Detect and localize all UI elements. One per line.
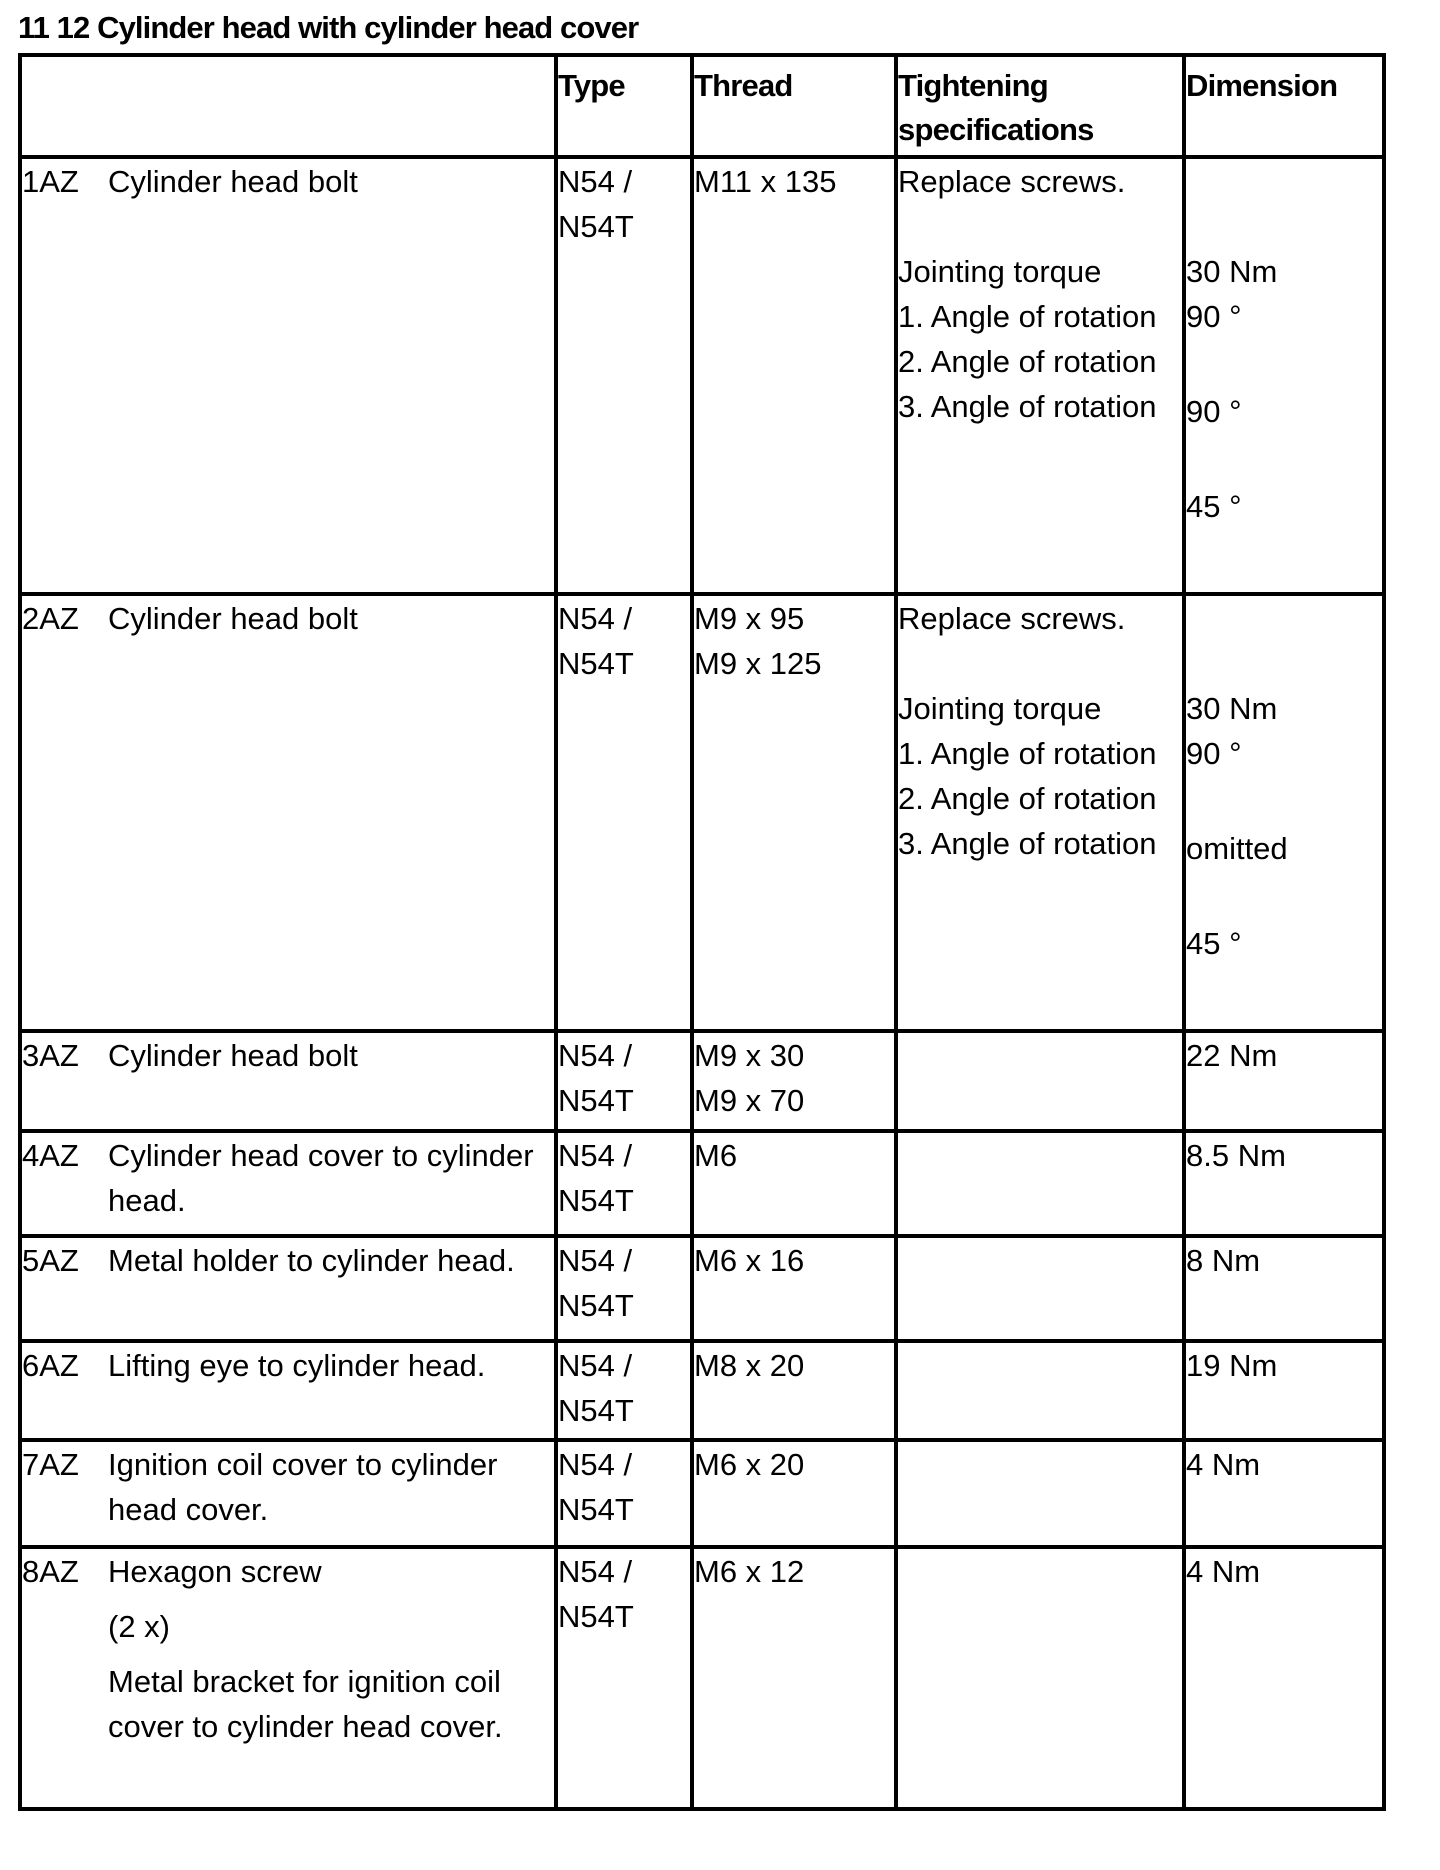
spec-value: omitted <box>1186 831 1288 866</box>
type-cell: N54 / N54T <box>556 594 692 1031</box>
item-description: Cylinder head bolt <box>108 601 358 636</box>
spec-label: Jointing torque <box>898 254 1102 289</box>
item-description: (2 x) <box>108 1609 170 1644</box>
dimension-cell: 19 Nm <box>1184 1341 1384 1440</box>
header-type: Type <box>556 55 692 157</box>
item-id: 5AZ <box>22 1243 79 1278</box>
thread-value: M9 x 95 <box>694 601 805 636</box>
item-id: 3AZ <box>22 1038 79 1073</box>
page-title: 11 12 Cylinder head with cylinder head cover <box>18 10 639 45</box>
header-dimension: Dimension <box>1184 55 1384 157</box>
type-cell: N54 / N54T <box>556 157 692 594</box>
tightening-cell <box>896 594 1184 1031</box>
item-id: 7AZ <box>22 1447 79 1482</box>
thread-value: M9 x 70 <box>694 1083 805 1118</box>
header-thread: Thread <box>692 55 896 157</box>
type-cell: N54 / N54T <box>556 1341 692 1440</box>
thread-value: M6 x 16 <box>694 1243 805 1278</box>
spec-label: Jointing torque <box>898 691 1102 726</box>
thread-value: M6 x 20 <box>694 1447 805 1482</box>
tightening-cell <box>896 1031 1184 1131</box>
item-id: 4AZ <box>22 1138 79 1173</box>
table-row <box>20 1547 1384 1809</box>
item-description: Cylinder head cover to cylinder head. <box>108 1138 534 1218</box>
dimension-cell: 22 Nm <box>1184 1031 1384 1131</box>
thread-cell <box>692 1031 896 1131</box>
type-cell: N54 / N54T <box>556 1440 692 1547</box>
description-cell <box>20 157 556 594</box>
item-id: 2AZ <box>22 601 79 636</box>
thread-value: M6 x 12 <box>694 1554 805 1589</box>
item-description: Ignition coil cover to cylinder head cover. <box>108 1447 498 1527</box>
table-header-row <box>20 55 1384 157</box>
item-description: Metal holder to cylinder head. <box>108 1243 515 1278</box>
item-description: Cylinder head bolt <box>108 1038 358 1073</box>
spec-value: 30 Nm <box>1186 254 1278 289</box>
spec-value: 45 ° <box>1186 489 1242 524</box>
type-cell: N54 / N54T <box>556 1031 692 1131</box>
spec-label: 3. Angle of rotation <box>898 826 1157 861</box>
table-row <box>20 1236 1384 1341</box>
spec-label: 2. Angle of rotation <box>898 344 1157 379</box>
item-description: Hexagon screw <box>108 1554 322 1589</box>
tightening-cell <box>896 157 1184 594</box>
description-cell <box>20 1547 556 1809</box>
item-description: Lifting eye to cylinder head. <box>108 1348 486 1383</box>
tightening-cell <box>896 1131 1184 1236</box>
thread-value: M8 x 20 <box>694 1348 805 1383</box>
thread-cell <box>692 1131 896 1236</box>
dimension-cell <box>1184 594 1384 1031</box>
thread-cell <box>692 1440 896 1547</box>
description-cell <box>20 1236 556 1341</box>
thread-cell <box>692 1341 896 1440</box>
dimension-cell: 4 Nm <box>1184 1547 1384 1809</box>
item-id: 1AZ <box>22 164 79 199</box>
spec-note: Replace screws. <box>898 164 1126 199</box>
description-cell <box>20 1131 556 1236</box>
type-cell: N54 / N54T <box>556 1131 692 1236</box>
table-row <box>20 594 1384 1031</box>
item-id: 6AZ <box>22 1348 79 1383</box>
thread-value: M9 x 30 <box>694 1038 805 1073</box>
tightening-cell <box>896 1236 1184 1341</box>
table-row <box>20 157 1384 594</box>
thread-value: M9 x 125 <box>694 646 822 681</box>
spec-label: 1. Angle of rotation <box>898 299 1157 334</box>
header-description <box>20 55 556 157</box>
dimension-cell <box>1184 157 1384 594</box>
tightening-cell <box>896 1547 1184 1809</box>
item-description: Metal bracket for ignition coil cover to cylinder head cover. <box>108 1664 503 1744</box>
thread-value: M11 x 135 <box>694 164 837 199</box>
spec-value: 30 Nm <box>1186 691 1278 726</box>
thread-cell <box>692 157 896 594</box>
description-cell <box>20 1341 556 1440</box>
dimension-value <box>1186 159 1382 204</box>
tightening-torque-table <box>18 53 1386 1811</box>
tightening-cell <box>896 1440 1184 1547</box>
thread-cell <box>692 1236 896 1341</box>
description-cell <box>20 594 556 1031</box>
spec-label: 3. Angle of rotation <box>898 389 1157 424</box>
spec-value: 90 ° <box>1186 394 1242 429</box>
item-id: 8AZ <box>22 1554 79 1589</box>
header-tightening-specifications: Tightening specifications <box>896 55 1184 157</box>
table-row <box>20 1440 1384 1547</box>
spec-label: 1. Angle of rotation <box>898 736 1157 771</box>
thread-cell <box>692 594 896 1031</box>
spec-value: 90 ° <box>1186 299 1242 334</box>
table-row <box>20 1131 1384 1236</box>
type-cell: N54 / N54T <box>556 1547 692 1809</box>
spec-note: Replace screws. <box>898 601 1126 636</box>
spec-label: 2. Angle of rotation <box>898 781 1157 816</box>
thread-cell <box>692 1547 896 1809</box>
spec-value: 90 ° <box>1186 736 1242 771</box>
dimension-cell: 8.5 Nm <box>1184 1131 1384 1236</box>
tightening-cell <box>896 1341 1184 1440</box>
dimension-cell: 8 Nm <box>1184 1236 1384 1341</box>
item-description: Cylinder head bolt <box>108 164 358 199</box>
type-cell: N54 / N54T <box>556 1236 692 1341</box>
table-row <box>20 1031 1384 1131</box>
description-cell <box>20 1031 556 1131</box>
description-cell <box>20 1440 556 1547</box>
thread-value: M6 <box>694 1138 738 1173</box>
dimension-value <box>1186 596 1382 641</box>
table-row <box>20 1341 1384 1440</box>
spec-value: 45 ° <box>1186 926 1242 961</box>
dimension-cell: 4 Nm <box>1184 1440 1384 1547</box>
